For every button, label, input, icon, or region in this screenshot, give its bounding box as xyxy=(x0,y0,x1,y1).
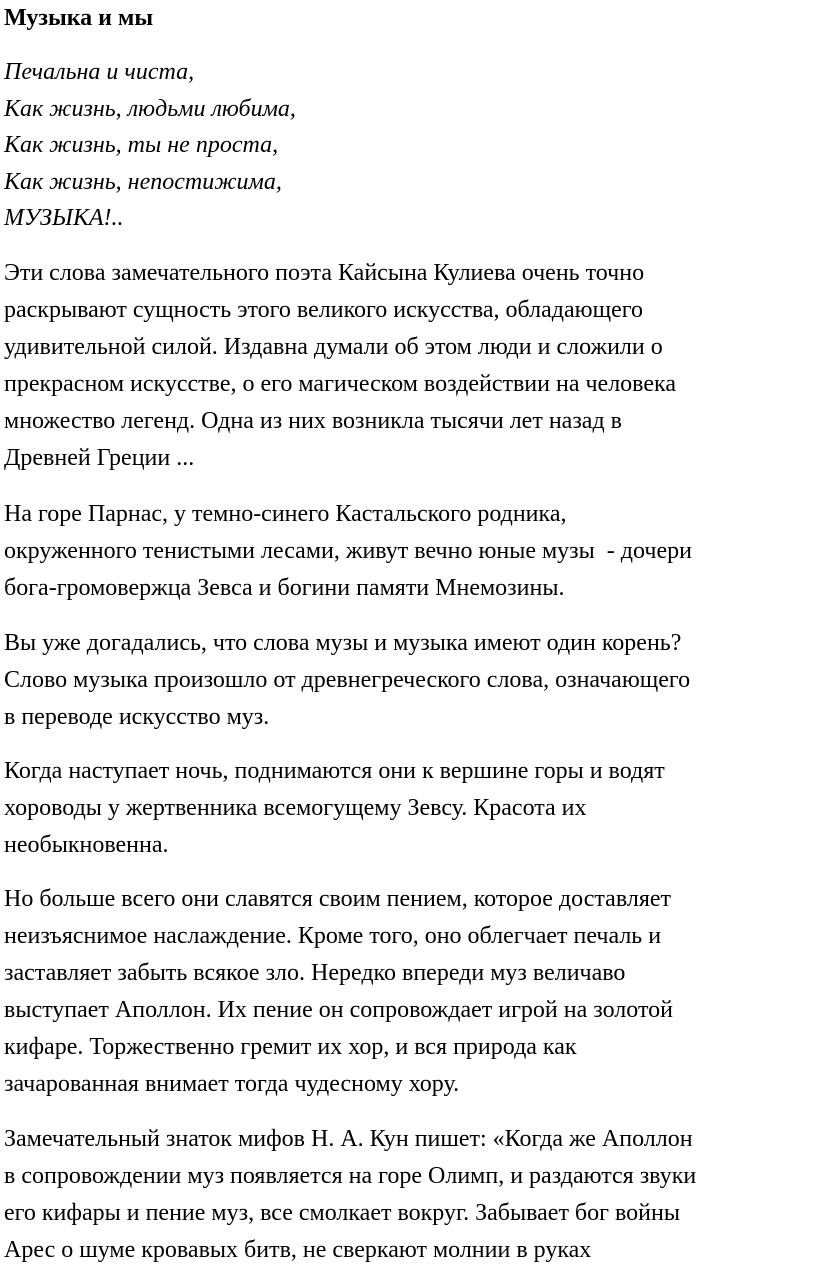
paragraph-line: раскрывают сущность этого великого искусства, обладающего xyxy=(4,296,643,323)
paragraph-line: необыкновенна. xyxy=(4,831,169,858)
paragraph-line: кифаре. Торжественно гремит их хор, и вся природа как xyxy=(4,1033,577,1060)
poem-line: Как жизнь, непостижима, xyxy=(4,168,282,195)
paragraph-line: неизъяснимое наслаждение. Кроме того, оно облегчает печаль и xyxy=(4,922,662,949)
paragraph-6 xyxy=(4,1121,696,1269)
paragraph-line: бога-громовержца Зевса и богини памяти Мнемозины. xyxy=(4,574,565,601)
paragraph-5 xyxy=(4,881,673,1102)
document-title: Музыка и мы xyxy=(4,5,154,31)
poem-epigraph xyxy=(4,54,296,237)
paragraph-1 xyxy=(4,255,676,476)
paragraph-line: в переводе искусство муз. xyxy=(4,703,270,730)
paragraph-line: Когда наступает ночь, поднимаются они к вершине горы и водят xyxy=(4,758,665,784)
paragraph-4 xyxy=(4,753,665,864)
paragraph-line: его кифары и пение муз, все смолкает вокруг. Забывает бог войны xyxy=(4,1199,680,1226)
paragraph-line: На горе Парнас, у темно-синего Кастальского родника, xyxy=(4,501,567,527)
paragraph-line: заставляет забыть всякое зло. Нередко впереди муз величаво xyxy=(4,959,626,986)
paragraph-line: Замечательный знаток мифов Н. А. Кун пишет: «Когда же Аполлон xyxy=(4,1126,693,1152)
paragraph-2 xyxy=(4,496,692,607)
paragraph-line: в сопровождении муз появляется на горе Олимп, и раздаются звуки xyxy=(4,1162,697,1189)
poem-line: МУЗЫКА!.. xyxy=(4,205,124,231)
paragraph-line: Древней Греции ... xyxy=(4,444,195,471)
paragraph-line: хороводы у жертвенника всемогущему Зевсу. Красота их xyxy=(4,794,587,821)
poem-line: Как жизнь, ты не проста, xyxy=(4,132,279,158)
paragraph-line: Вы уже догадались, что слова музы и музыка имеют один корень? xyxy=(4,630,682,656)
paragraph-3 xyxy=(4,625,690,736)
paragraph-line: множество легенд. Одна из них возникла тысячи лет назад в xyxy=(4,407,622,434)
paragraph-line: окруженного тенистыми лесами, живут вечно юные музы - дочери xyxy=(4,537,692,564)
paragraph-line: выступает Аполлон. Их пение он сопровождает игрой на золотой xyxy=(4,996,673,1023)
paragraph-line: Но больше всего они славятся своим пением, которое доставляет xyxy=(4,886,671,912)
paragraph-line: прекрасном искусстве, о его магическом воздействии на человека xyxy=(4,370,676,397)
poem-line: Печальна и чиста, xyxy=(4,59,195,85)
paragraph-line: Эти слова замечательного поэта Кайсына Кулиева очень точно xyxy=(4,260,645,286)
paragraph-line: Слово музыка произошло от древнегреческого слова, означающего xyxy=(4,666,691,693)
poem-line: Как жизнь, людьми любима, xyxy=(4,95,296,122)
paragraph-line: зачарованная внимает тогда чудесному хору. xyxy=(4,1070,460,1097)
paragraph-line: удивительной силой. Издавна думали об этом люди и сложили о xyxy=(4,333,663,360)
paragraph-line: Арес о шуме кровавых битв, не сверкают молнии в руках xyxy=(4,1236,592,1263)
